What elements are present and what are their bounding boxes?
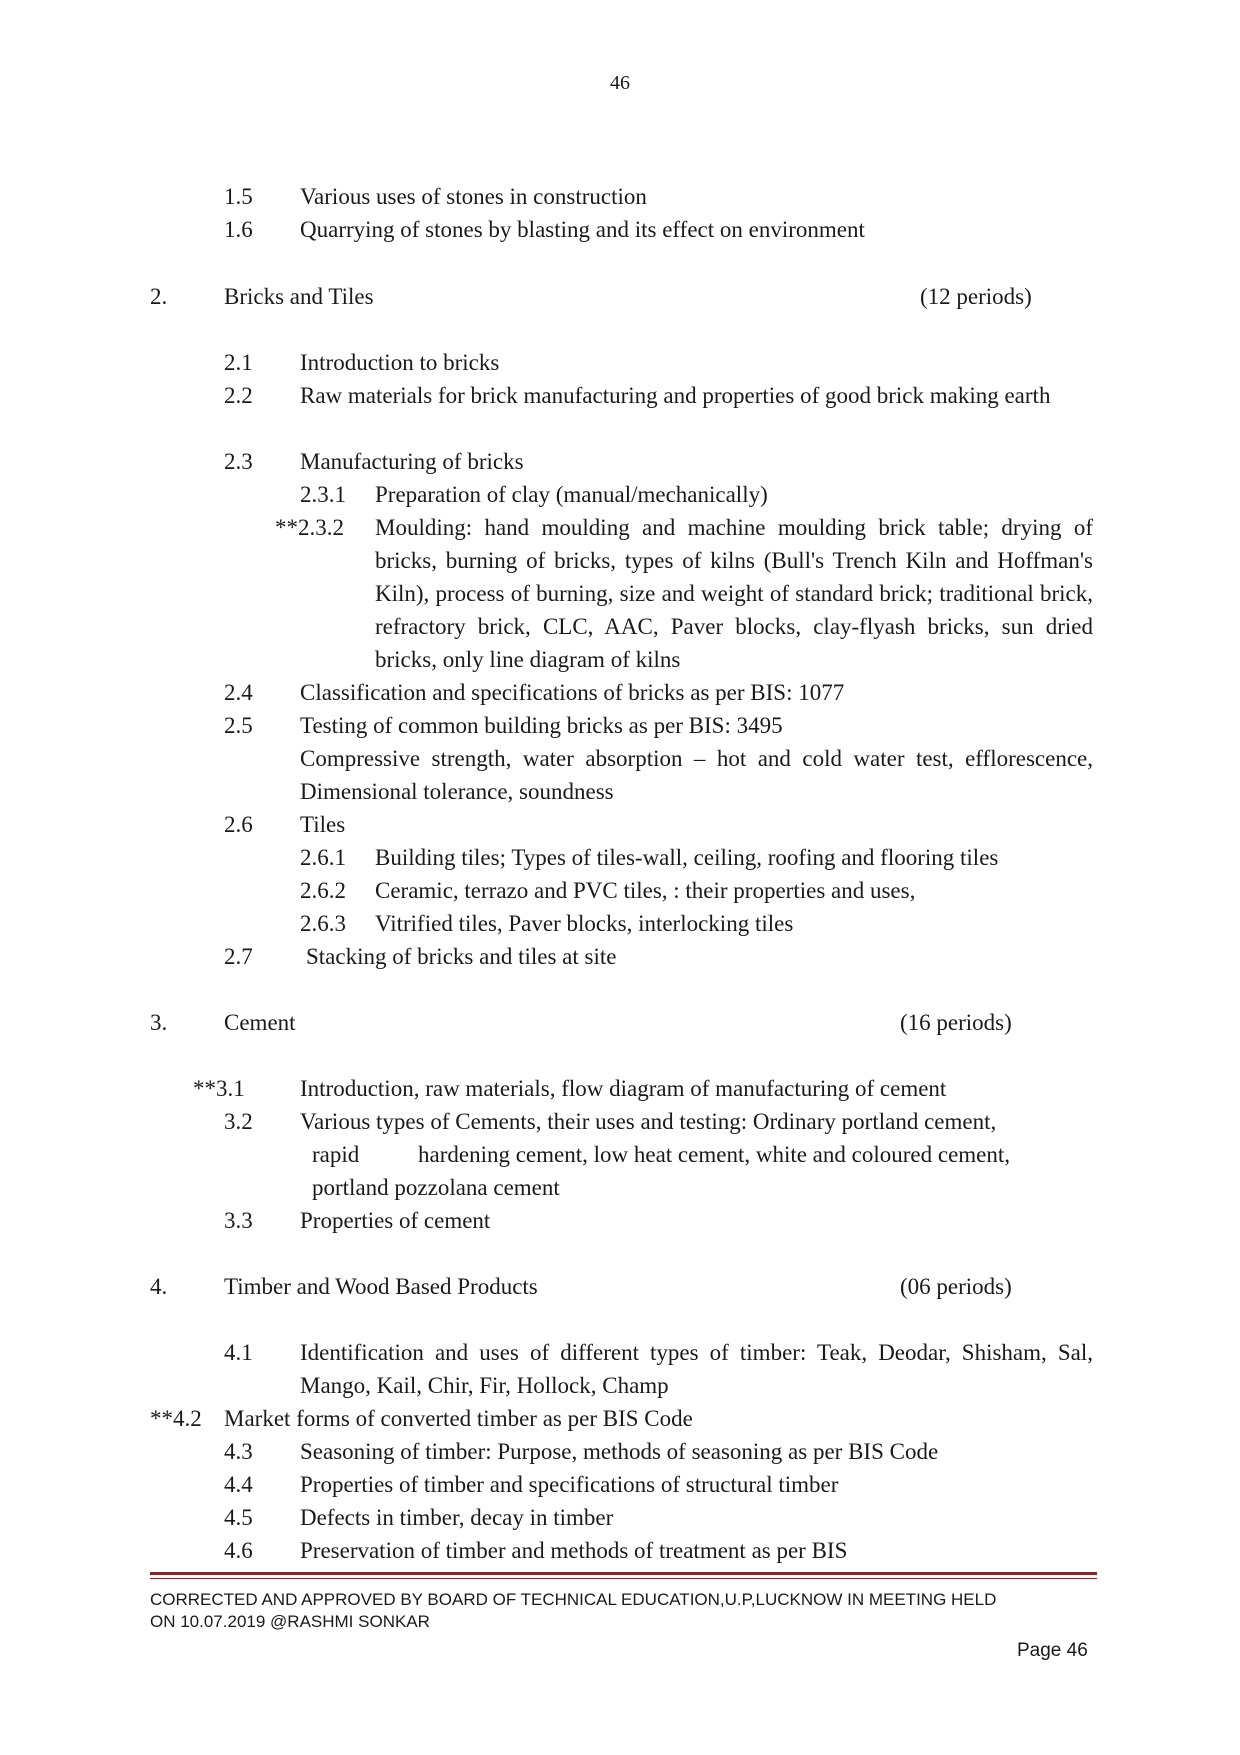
subitem-number: 2.3.1 (300, 482, 346, 507)
item-text: Testing of common building bricks as per BIS: 3495 (300, 713, 783, 738)
item-number: 2.1 (224, 350, 253, 375)
item-number: 4.4 (224, 1472, 253, 1497)
item-number: 1.5 (224, 184, 253, 209)
item-number: 2.7 (224, 944, 253, 969)
item-number: **4.2 (150, 1406, 202, 1431)
section-periods: (12 periods) (920, 284, 1032, 309)
item-text: Defects in timber, decay in timber (300, 1505, 614, 1530)
item-detail: Compressive strength, water absorption – hot and cold water test, efflorescence, Dimensional tolerance, soundness (300, 746, 1093, 804)
item-text: Preservation of timber and methods of treatment as per BIS (300, 1538, 848, 1563)
subitem-number: 2.6.2 (300, 878, 346, 903)
item-text: Introduction to bricks (300, 350, 500, 375)
item-text: Manufacturing of bricks (300, 449, 524, 474)
section-title: Cement (224, 1010, 296, 1035)
item-number: 2.4 (224, 680, 253, 705)
page-number: 46 (610, 72, 630, 94)
subitem-number: 2.6.1 (300, 845, 346, 870)
item-number: 1.6 (224, 217, 253, 242)
section-title: Bricks and Tiles (224, 284, 374, 309)
item-text: Stacking of bricks and tiles at site (306, 944, 617, 969)
item-number: 4.6 (224, 1538, 253, 1563)
item-number: 3.3 (224, 1208, 253, 1233)
subitem-text: Ceramic, terrazo and PVC tiles, : their properties and uses, (375, 878, 916, 903)
section-periods: (16 periods) (900, 1010, 1012, 1035)
section-number: 3. (150, 1010, 168, 1035)
item-text-cont: hardening cement, low heat cement, white and coloured cement, (418, 1142, 1011, 1167)
item-number: 3.2 (224, 1109, 253, 1134)
item-number: 2.6 (224, 812, 253, 837)
item-text-cont: rapid (312, 1142, 360, 1167)
subitem-number: 2.6.3 (300, 911, 346, 936)
item-text: Quarrying of stones by blasting and its effect on environment (300, 217, 865, 242)
item-text: Seasoning of timber: Purpose, methods of seasoning as per BIS Code (300, 1439, 939, 1464)
item-text: Properties of cement (300, 1208, 491, 1233)
section-number: 2. (150, 284, 168, 309)
item-number: 4.5 (224, 1505, 253, 1530)
item-text: Market forms of converted timber as per BIS Code (224, 1406, 693, 1431)
subitem-text: Vitrified tiles, Paver blocks, interlocking tiles (375, 911, 794, 936)
footer-rule-thick (150, 1572, 1097, 1575)
footer-rule-thin (150, 1578, 1097, 1579)
item-number: 2.3 (224, 449, 253, 474)
item-text: Raw materials for brick manufacturing and properties of good brick making earth (300, 383, 1051, 408)
subitem-number: **2.3.2 (275, 515, 344, 540)
section-number: 4. (150, 1274, 168, 1299)
item-text: Properties of timber and specifications of structural timber (300, 1472, 839, 1497)
subitem-text: Building tiles; Types of tiles-wall, ceiling, roofing and flooring tiles (375, 845, 999, 870)
item-text: Identification and uses of different types of timber: Teak, Deodar, Shisham, Sal, Mango, Kail, Chir, Fir, Hollock, Champ (300, 1340, 1093, 1398)
subitem-text: Preparation of clay (manual/mechanically) (375, 482, 768, 507)
footer-approval-line: CORRECTED AND APPROVED BY BOARD OF TECHNICAL EDUCATION,U.P,LUCKNOW IN MEETING HELD (150, 1590, 997, 1609)
item-number: 2.2 (224, 383, 253, 408)
item-text-cont: portland pozzolana cement (312, 1175, 560, 1200)
item-text: Classification and specifications of bricks as per BIS: 1077 (300, 680, 845, 705)
item-number: 4.3 (224, 1439, 253, 1464)
section-periods: (06 periods) (900, 1274, 1012, 1299)
footer-page-label: Page 46 (1017, 1640, 1088, 1661)
subitem-text: Moulding: hand moulding and machine moulding brick table; drying of bricks, burning of bricks, types of kilns (Bull's Trench Kiln and Hoffman's Kiln), process of burning, size and weight of standard brick; traditional brick, refractory brick, CLC, AAC, Paver blocks, clay-flyash bricks, sun dried bricks, only line diagram of kilns (375, 515, 1093, 672)
footer-approval-date: ON 10.07.2019 @RASHMI SONKAR (150, 1612, 430, 1631)
item-number: **3.1 (193, 1076, 245, 1101)
item-number: 2.5 (224, 713, 253, 738)
item-text: Various types of Cements, their uses and testing: Ordinary portland cement, (300, 1109, 997, 1134)
item-text: Introduction, raw materials, flow diagram of manufacturing of cement (300, 1076, 947, 1101)
section-title: Timber and Wood Based Products (224, 1274, 538, 1299)
item-text: Various uses of stones in construction (300, 184, 647, 209)
item-text: Tiles (300, 812, 346, 837)
item-number: 4.1 (224, 1340, 253, 1365)
